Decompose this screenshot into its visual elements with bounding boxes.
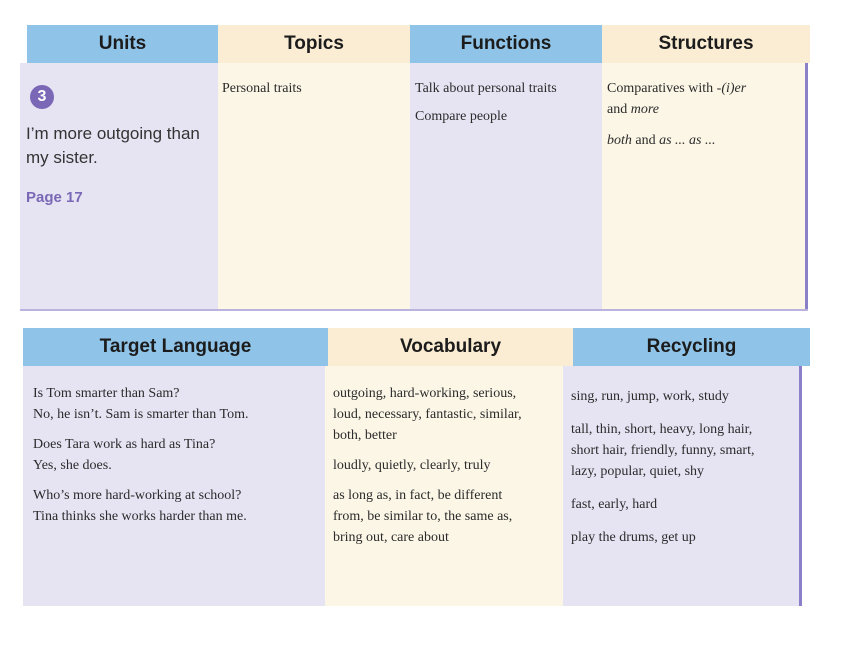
recycling-cell [571, 386, 797, 548]
dialogue-line: Does Tara work as hard as Tina? [33, 437, 216, 452]
unit-page-link[interactable]: Page 17 [26, 189, 83, 206]
structure-item [607, 78, 802, 99]
structure-text-italic: both [607, 133, 632, 148]
target-language-cell [33, 383, 323, 527]
structure-text: and [631, 133, 660, 148]
structure-item [607, 99, 802, 120]
recycling-line: short hair, friendly, funny, smart, [571, 443, 755, 458]
function-item: Talk about personal traits [415, 81, 557, 96]
function-item: Compare people [415, 109, 508, 124]
header-vocabulary: Vocabulary [328, 328, 573, 366]
recycling-group [571, 386, 797, 407]
recycling-line: tall, thin, short, heavy, long hair, [571, 422, 753, 437]
dialogue-pair [33, 485, 323, 527]
header-recycling: Recycling [573, 328, 810, 366]
functions-cell [415, 78, 600, 127]
dialogue-line: Tina thinks she works harder than me. [33, 509, 247, 524]
header-structures: Structures [602, 25, 810, 63]
vocabulary-line: both, better [333, 428, 397, 443]
table-border-right [805, 63, 808, 311]
structure-text-italic: more [630, 102, 659, 117]
dialogue-pair [33, 383, 323, 425]
recycling-line: lazy, popular, quiet, shy [571, 464, 705, 479]
vocabulary-line: loud, necessary, fantastic, similar, [333, 407, 522, 422]
vocabulary-line: bring out, care about [333, 530, 449, 545]
vocabulary-line: as long as, in fact, be different [333, 488, 503, 503]
vocabulary-line: outgoing, hard-working, serious, [333, 386, 517, 401]
vocabulary-group [333, 383, 561, 446]
header-units: Units [27, 25, 218, 63]
dialogue-line: No, he isn’t. Sam is smarter than Tom. [33, 407, 249, 422]
header-functions: Functions [410, 25, 602, 63]
structure-text-italic: as ... as ... [659, 133, 716, 148]
topics-column [218, 63, 410, 311]
vocabulary-group [333, 455, 561, 476]
vocabulary-line: from, be similar to, the same as, [333, 509, 513, 524]
structure-item [607, 130, 802, 151]
table-border-right [799, 366, 802, 606]
recycling-line: sing, run, jump, work, study [571, 389, 729, 404]
recycling-group [571, 419, 797, 482]
unit-number-badge: 3 [30, 85, 54, 109]
table-border-bottom [20, 309, 808, 311]
recycling-line: fast, early, hard [571, 497, 658, 512]
structures-cell [607, 78, 802, 151]
vocabulary-line: loudly, quietly, clearly, truly [333, 458, 491, 473]
structure-text: and [607, 102, 631, 117]
vocabulary-group [333, 485, 561, 548]
dialogue-pair [33, 434, 323, 476]
recycling-group [571, 494, 797, 515]
vocabulary-cell [333, 383, 561, 548]
recycling-group [571, 527, 797, 548]
topic-item: Personal traits [222, 81, 302, 96]
dialogue-line: Yes, she does. [33, 458, 112, 473]
unit-title: I’m more outgoing than my sister. [26, 124, 200, 167]
dialogue-line: Is Tom smarter than Sam? [33, 386, 180, 401]
syllabus-bottom-table [23, 328, 810, 606]
topics-cell [222, 78, 402, 99]
header-target-language: Target Language [23, 328, 328, 366]
structure-text: Comparatives with - [607, 81, 722, 96]
syllabus-top-table [20, 25, 810, 315]
header-topics: Topics [218, 25, 410, 63]
dialogue-line: Who’s more hard-working at school? [33, 488, 242, 503]
structure-text-italic: (i)er [721, 81, 747, 96]
recycling-line: play the drums, get up [571, 530, 696, 545]
